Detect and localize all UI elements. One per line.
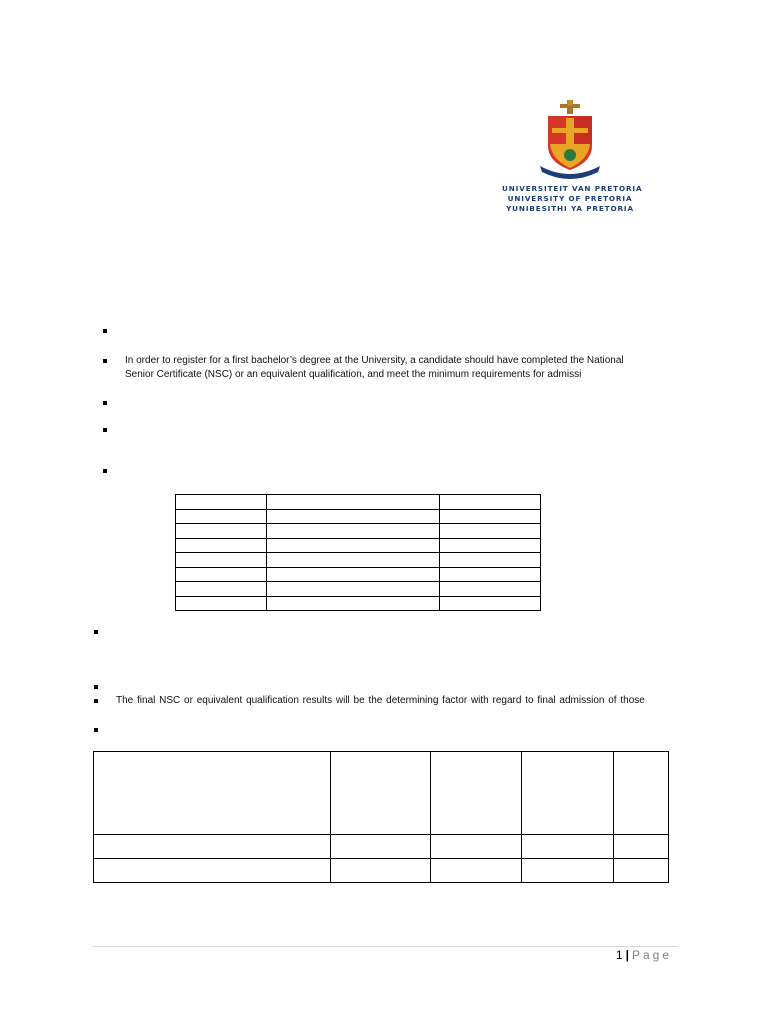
table-row [94, 859, 669, 883]
logo-text-english: UNIVERSITY OF PRETORIA [507, 194, 633, 203]
bullet-marker [94, 699, 98, 703]
table-row [176, 538, 541, 553]
bullet-marker [94, 728, 98, 732]
table-row [176, 553, 541, 568]
footer-divider [92, 946, 678, 947]
requirements-line-2: Senior Certificate (NSC) or an equivalent qualification, and meet the minimum requirements for admissi [125, 369, 582, 380]
table-row [176, 495, 541, 510]
bullet-marker [103, 401, 107, 405]
bullet-marker [103, 329, 107, 333]
page-label: Page [631, 948, 672, 962]
page-footer [616, 948, 672, 962]
table-row [176, 596, 541, 611]
coat-of-arms-icon [536, 100, 604, 180]
requirements-line-1: In order to register for a first bachelor’s degree at the University, a candidate should have completed the National [125, 355, 624, 366]
bullet-marker [103, 428, 107, 432]
bullet-marker [94, 630, 98, 634]
page-separator: | [625, 948, 629, 962]
table-row [176, 582, 541, 597]
page-number: 1 [615, 948, 623, 962]
final-results-paragraph: The final NSC or equivalent qualification results will be the determining factor with regard to final admission of those [116, 695, 645, 706]
bullet-marker [94, 685, 98, 689]
bullet-marker [103, 359, 107, 363]
table-header-row [94, 752, 669, 835]
bullet-marker [103, 469, 107, 473]
table-row [176, 509, 541, 524]
requirements-table [93, 751, 669, 883]
university-logo [502, 100, 643, 213]
admission-grid-table [175, 494, 541, 611]
table-row [176, 567, 541, 582]
logo-text-sepedi: YUNIBESITHI YA PRETORIA [506, 204, 634, 213]
logo-text-afrikaans: UNIVERSITEIT VAN PRETORIA [502, 184, 643, 193]
table-row [94, 835, 669, 859]
table-row [176, 524, 541, 539]
requirements-paragraph [125, 354, 685, 382]
